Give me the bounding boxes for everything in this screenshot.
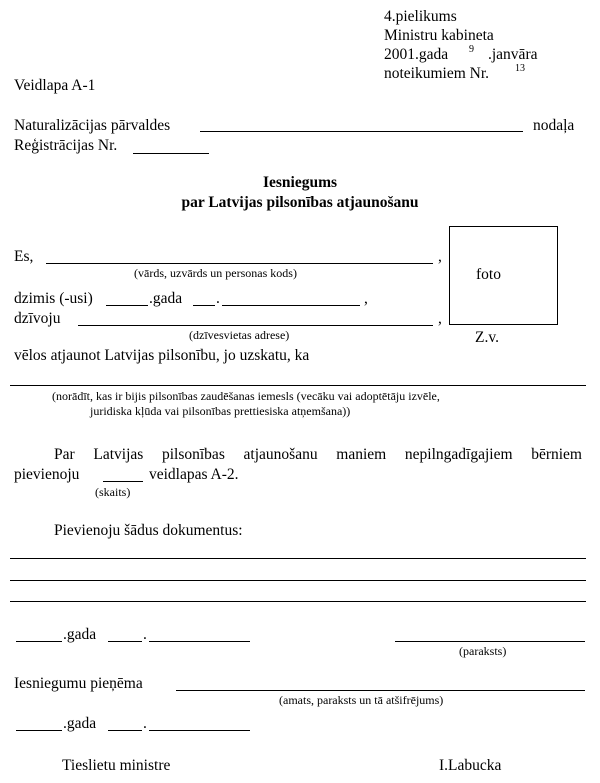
signature-hint: (paraksts): [459, 644, 507, 658]
rules-number: 13: [515, 63, 525, 74]
applicant-i-label: Es,: [14, 248, 34, 265]
children-count-field[interactable]: [103, 481, 143, 482]
naturalization-board-label: Naturalizācijas pārvaldes: [14, 117, 171, 134]
living-label: dzīvoju: [14, 310, 61, 327]
cabinet-label: Ministru kabineta: [384, 27, 494, 44]
documents-line-3[interactable]: [10, 601, 586, 602]
documents-line-1[interactable]: [10, 558, 586, 559]
sign-day-field[interactable]: [108, 641, 142, 642]
minister-position: Tieslietu ministre: [62, 757, 171, 774]
accept-date-dot: .: [143, 715, 147, 732]
children-text: Par Latvijas pilsonības atjaunošanu maniem nepilngadīgajiem bērniem: [54, 446, 582, 463]
rules-date-month: .janvāra: [488, 46, 538, 63]
address-field[interactable]: [78, 325, 433, 326]
sign-month-field[interactable]: [149, 641, 250, 642]
documents-label: Pievienoju šādus dokumentus:: [54, 522, 243, 539]
birth-day-field[interactable]: [193, 305, 215, 306]
rules-number-label: noteikumiem Nr.: [384, 65, 490, 82]
signature-field[interactable]: [395, 641, 585, 642]
birth-comma: ,: [364, 290, 368, 307]
reason-hint-1: (norādīt, kas ir bijis pilsonības zaudēšanas iemesls (vecāku vai adoptētāju izvēle,: [52, 389, 440, 403]
name-comma: ,: [438, 248, 442, 265]
accepted-by-field[interactable]: [176, 690, 585, 691]
children-attach-label: pievienoju: [14, 466, 80, 483]
accept-day-field[interactable]: [108, 730, 142, 731]
photo-label: foto: [476, 266, 501, 283]
department-label: nodaļa: [533, 117, 575, 134]
rules-date-day: 9: [469, 44, 474, 55]
documents-line-2[interactable]: [10, 580, 586, 581]
photo-box: [449, 226, 558, 325]
document-subtitle: par Latvijas pilsonības atjaunošanu: [181, 194, 419, 211]
name-field[interactable]: [46, 263, 433, 264]
appendix-number: 4.pielikums: [384, 8, 457, 25]
birth-month-field[interactable]: [222, 305, 360, 306]
accepted-label: Iesniegumu pieņēma: [14, 675, 143, 692]
request-text: vēlos atjaunot Latvijas pilsonību, jo uzskatu, ka: [14, 347, 310, 364]
sign-date-dot: .: [143, 626, 147, 643]
document-title: Iesniegums: [262, 174, 338, 191]
address-hint: (dzīvesvietas adrese): [189, 328, 290, 342]
accept-year-suffix: .gada: [63, 715, 97, 732]
sign-year-field[interactable]: [16, 641, 62, 642]
birth-year-field[interactable]: [106, 305, 148, 306]
accept-year-field[interactable]: [16, 730, 62, 731]
accept-month-field[interactable]: [149, 730, 250, 731]
department-field[interactable]: [200, 131, 523, 132]
birth-year-suffix: .gada: [149, 290, 183, 307]
children-form-suffix: veidlapas A-2.: [149, 466, 239, 483]
form-label: Veidlapa A-1: [14, 77, 96, 94]
born-label: dzimis (-usi): [14, 290, 93, 307]
address-comma: ,: [438, 310, 442, 327]
accepted-hint: (amats, paraksts un tā atšifrējums): [279, 693, 444, 707]
minister-name: I.Labucka: [439, 757, 502, 774]
rules-date-prefix: 2001.gada: [384, 46, 449, 63]
seal-label: Z.v.: [475, 329, 499, 346]
registration-label: Reģistrācijas Nr.: [14, 137, 118, 154]
birth-date-dot: .: [216, 290, 220, 307]
registration-number-field[interactable]: [133, 153, 209, 154]
children-count-hint: (skaits): [95, 485, 131, 499]
reason-field[interactable]: [10, 385, 586, 386]
reason-hint-2: juridiska kļūda vai pilsonības prettiesiska atņemšana)): [90, 404, 351, 418]
sign-year-suffix: .gada: [63, 626, 97, 643]
name-hint: (vārds, uzvārds un personas kods): [134, 266, 297, 280]
